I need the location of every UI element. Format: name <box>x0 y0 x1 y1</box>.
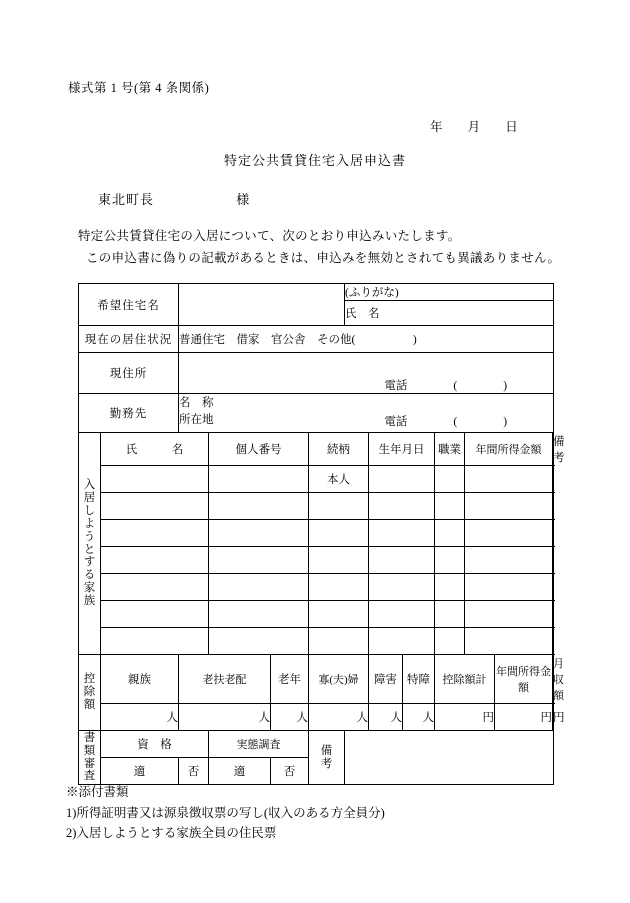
family-cell-relation[interactable]: 本人 <box>309 466 369 493</box>
family-cell-income[interactable] <box>465 574 553 601</box>
residence-status-label: 現在の居住状況 <box>79 326 179 353</box>
employer-tel: 電話 ( ) <box>384 415 508 428</box>
family-side-label: 入 居 し よ う と す る 家 族 <box>79 433 101 655</box>
family-cell-note[interactable] <box>553 601 554 628</box>
family-cell-income[interactable] <box>465 547 553 574</box>
family-cell-job[interactable] <box>435 466 465 493</box>
table-row <box>79 628 554 655</box>
family-header-name: 氏 名 <box>101 433 209 466</box>
deduction-header-special-disability: 特障 <box>403 655 435 704</box>
screening-header-survey: 実態調査 <box>209 731 309 758</box>
addressee-name: 東北町長 <box>98 192 155 207</box>
family-cell-birth[interactable] <box>369 466 435 493</box>
family-cell-name[interactable] <box>101 466 209 493</box>
family-header-relation: 続柄 <box>309 433 369 466</box>
table-row <box>79 704 554 731</box>
residence-status-value[interactable]: 普通住宅 借家 官公舎 その他( ) <box>179 326 554 353</box>
page-title: 特定公共賃貸住宅入居申込書 <box>223 153 406 168</box>
family-cell-job[interactable] <box>435 520 465 547</box>
family-cell-mynumber[interactable] <box>209 547 309 574</box>
deduction-header-disability: 障害 <box>369 655 403 704</box>
table-row <box>79 493 554 520</box>
family-header-job: 職業 <box>435 433 465 466</box>
family-cell-birth[interactable] <box>369 628 435 655</box>
family-cell-relation[interactable] <box>309 547 369 574</box>
table-row <box>79 394 554 433</box>
family-cell-name[interactable] <box>101 601 209 628</box>
family-cell-relation[interactable] <box>309 574 369 601</box>
family-header-birth: 生年月日 <box>369 433 435 466</box>
family-cell-job[interactable] <box>435 574 465 601</box>
table-row <box>79 284 554 301</box>
deduction-unit-annual-income[interactable]: 円 <box>495 704 553 731</box>
employer-value[interactable] <box>179 394 554 433</box>
family-cell-income[interactable] <box>465 520 553 547</box>
family-cell-birth[interactable] <box>369 601 435 628</box>
family-cell-birth[interactable] <box>369 520 435 547</box>
table-row <box>79 574 554 601</box>
family-cell-note[interactable] <box>553 466 554 493</box>
deduction-unit-total[interactable]: 円 <box>435 704 495 731</box>
hope-house-value <box>179 284 345 326</box>
table-row <box>79 655 554 704</box>
family-cell-relation[interactable] <box>309 493 369 520</box>
form-number: 様式第 1 号(第 4 条関係) <box>68 81 210 95</box>
family-cell-name[interactable] <box>101 628 209 655</box>
furigana-label[interactable]: (ふりがな) <box>345 284 554 301</box>
employer-label: 勤務先 <box>79 394 179 433</box>
family-cell-birth[interactable] <box>369 493 435 520</box>
family-cell-income[interactable] <box>465 601 553 628</box>
application-table <box>78 283 565 785</box>
screening-option-qualification-ok[interactable]: 適 <box>101 758 179 785</box>
family-cell-relation[interactable] <box>309 601 369 628</box>
deduction-unit-old-age[interactable]: 人 <box>271 704 309 731</box>
family-cell-note[interactable] <box>553 520 554 547</box>
hope-house-label: 希望住宅名 <box>79 284 179 326</box>
family-cell-job[interactable] <box>435 493 465 520</box>
family-header-mynumber: 個人番号 <box>209 433 309 466</box>
family-cell-name[interactable] <box>101 574 209 601</box>
family-header-note: 備考 <box>553 433 554 466</box>
screening-option-survey-ng[interactable]: 否 <box>271 758 309 785</box>
table-row <box>79 466 554 493</box>
family-cell-name[interactable] <box>101 493 209 520</box>
screening-option-survey-ok[interactable]: 適 <box>209 758 271 785</box>
family-header-income: 年間所得金額 <box>465 433 553 466</box>
attachment-item: 2)入居しようとする家族全員の住民票 <box>66 826 277 841</box>
deduction-unit-elderly-dependent[interactable]: 人 <box>179 704 271 731</box>
deduction-header-old-age: 老年 <box>271 655 309 704</box>
family-cell-relation[interactable] <box>309 520 369 547</box>
family-cell-mynumber[interactable] <box>209 466 309 493</box>
table-row <box>79 520 554 547</box>
family-cell-name[interactable] <box>101 520 209 547</box>
family-cell-job[interactable] <box>435 628 465 655</box>
attachments-heading: ※添付書類 <box>66 785 129 799</box>
employer-name-label: 名 称 <box>179 397 214 410</box>
screening-header-note: 備 考 <box>309 731 345 785</box>
intro-paragraph-2: この申込書に偽りの記載があるときは、申込みを無効とされても異議ありません。 <box>86 251 561 265</box>
deduction-side-label: 控 除 額 <box>79 655 101 731</box>
deduction-header-relative: 親族 <box>101 655 179 704</box>
deduction-unit-special-disability[interactable]: 人 <box>403 704 435 731</box>
table-row <box>79 731 554 758</box>
deduction-header-annual-income: 年間所得金額 <box>495 655 553 704</box>
screening-header-qualification: 資 格 <box>101 731 209 758</box>
family-cell-birth[interactable] <box>369 547 435 574</box>
deduction-header-widow: 寡(夫)婦 <box>309 655 369 704</box>
date-line <box>430 117 518 135</box>
current-address-tel: 電話 ( ) <box>384 380 508 392</box>
family-cell-name[interactable] <box>101 547 209 574</box>
family-cell-note[interactable] <box>553 574 554 601</box>
current-address-value[interactable] <box>179 353 554 394</box>
family-cell-job[interactable] <box>435 547 465 574</box>
family-cell-mynumber[interactable] <box>209 601 309 628</box>
deduction-unit-disability[interactable]: 人 <box>369 704 403 731</box>
deduction-header-total: 控除額計 <box>435 655 495 704</box>
addressee <box>98 189 250 208</box>
deduction-unit-widow[interactable]: 人 <box>309 704 369 731</box>
table-row <box>79 326 554 353</box>
deduction-header-monthly-income: 月収額 <box>553 655 554 704</box>
intro-paragraph-1: 特定公共賃貸住宅の入居について、次のとおり申込みいたします。 <box>78 229 461 243</box>
employer-location-label: 所在地 <box>179 414 214 427</box>
date-year-label: 年 <box>430 120 444 134</box>
screening-side-label: 書 類 審 査 <box>79 731 101 785</box>
date-day-label: 日 <box>505 120 519 134</box>
family-cell-note[interactable] <box>553 628 554 655</box>
family-cell-income[interactable] <box>465 628 553 655</box>
date-month-label: 月 <box>467 120 481 134</box>
applicant-name-label[interactable]: 氏 名 <box>345 301 554 326</box>
family-cell-income[interactable] <box>465 466 553 493</box>
family-cell-mynumber[interactable] <box>209 574 309 601</box>
family-cell-birth[interactable] <box>369 574 435 601</box>
family-cell-mynumber[interactable] <box>209 628 309 655</box>
family-cell-mynumber[interactable] <box>209 520 309 547</box>
screening-option-qualification-ng[interactable]: 否 <box>179 758 209 785</box>
addressee-honorific: 様 <box>236 192 251 207</box>
attachments-section <box>66 782 385 844</box>
family-cell-job[interactable] <box>435 601 465 628</box>
screening-free-area[interactable] <box>345 731 554 785</box>
family-cell-relation[interactable] <box>309 628 369 655</box>
deduction-unit-relative[interactable]: 人 <box>101 704 179 731</box>
family-cell-note[interactable] <box>553 547 554 574</box>
attachment-item: 1)所得証明書又は源泉徴収票の写し(収入のある方全員分) <box>66 805 385 820</box>
family-cell-income[interactable] <box>465 493 553 520</box>
table-row <box>79 433 554 466</box>
table-row <box>79 353 554 394</box>
deduction-unit-monthly-income[interactable]: 円 <box>553 704 554 731</box>
current-address-label: 現住所 <box>79 353 179 394</box>
table-row <box>79 601 554 628</box>
deduction-header-elderly-dependent: 老扶老配 <box>179 655 271 704</box>
table-row <box>79 547 554 574</box>
family-cell-note[interactable] <box>553 493 554 520</box>
family-cell-mynumber[interactable] <box>209 493 309 520</box>
